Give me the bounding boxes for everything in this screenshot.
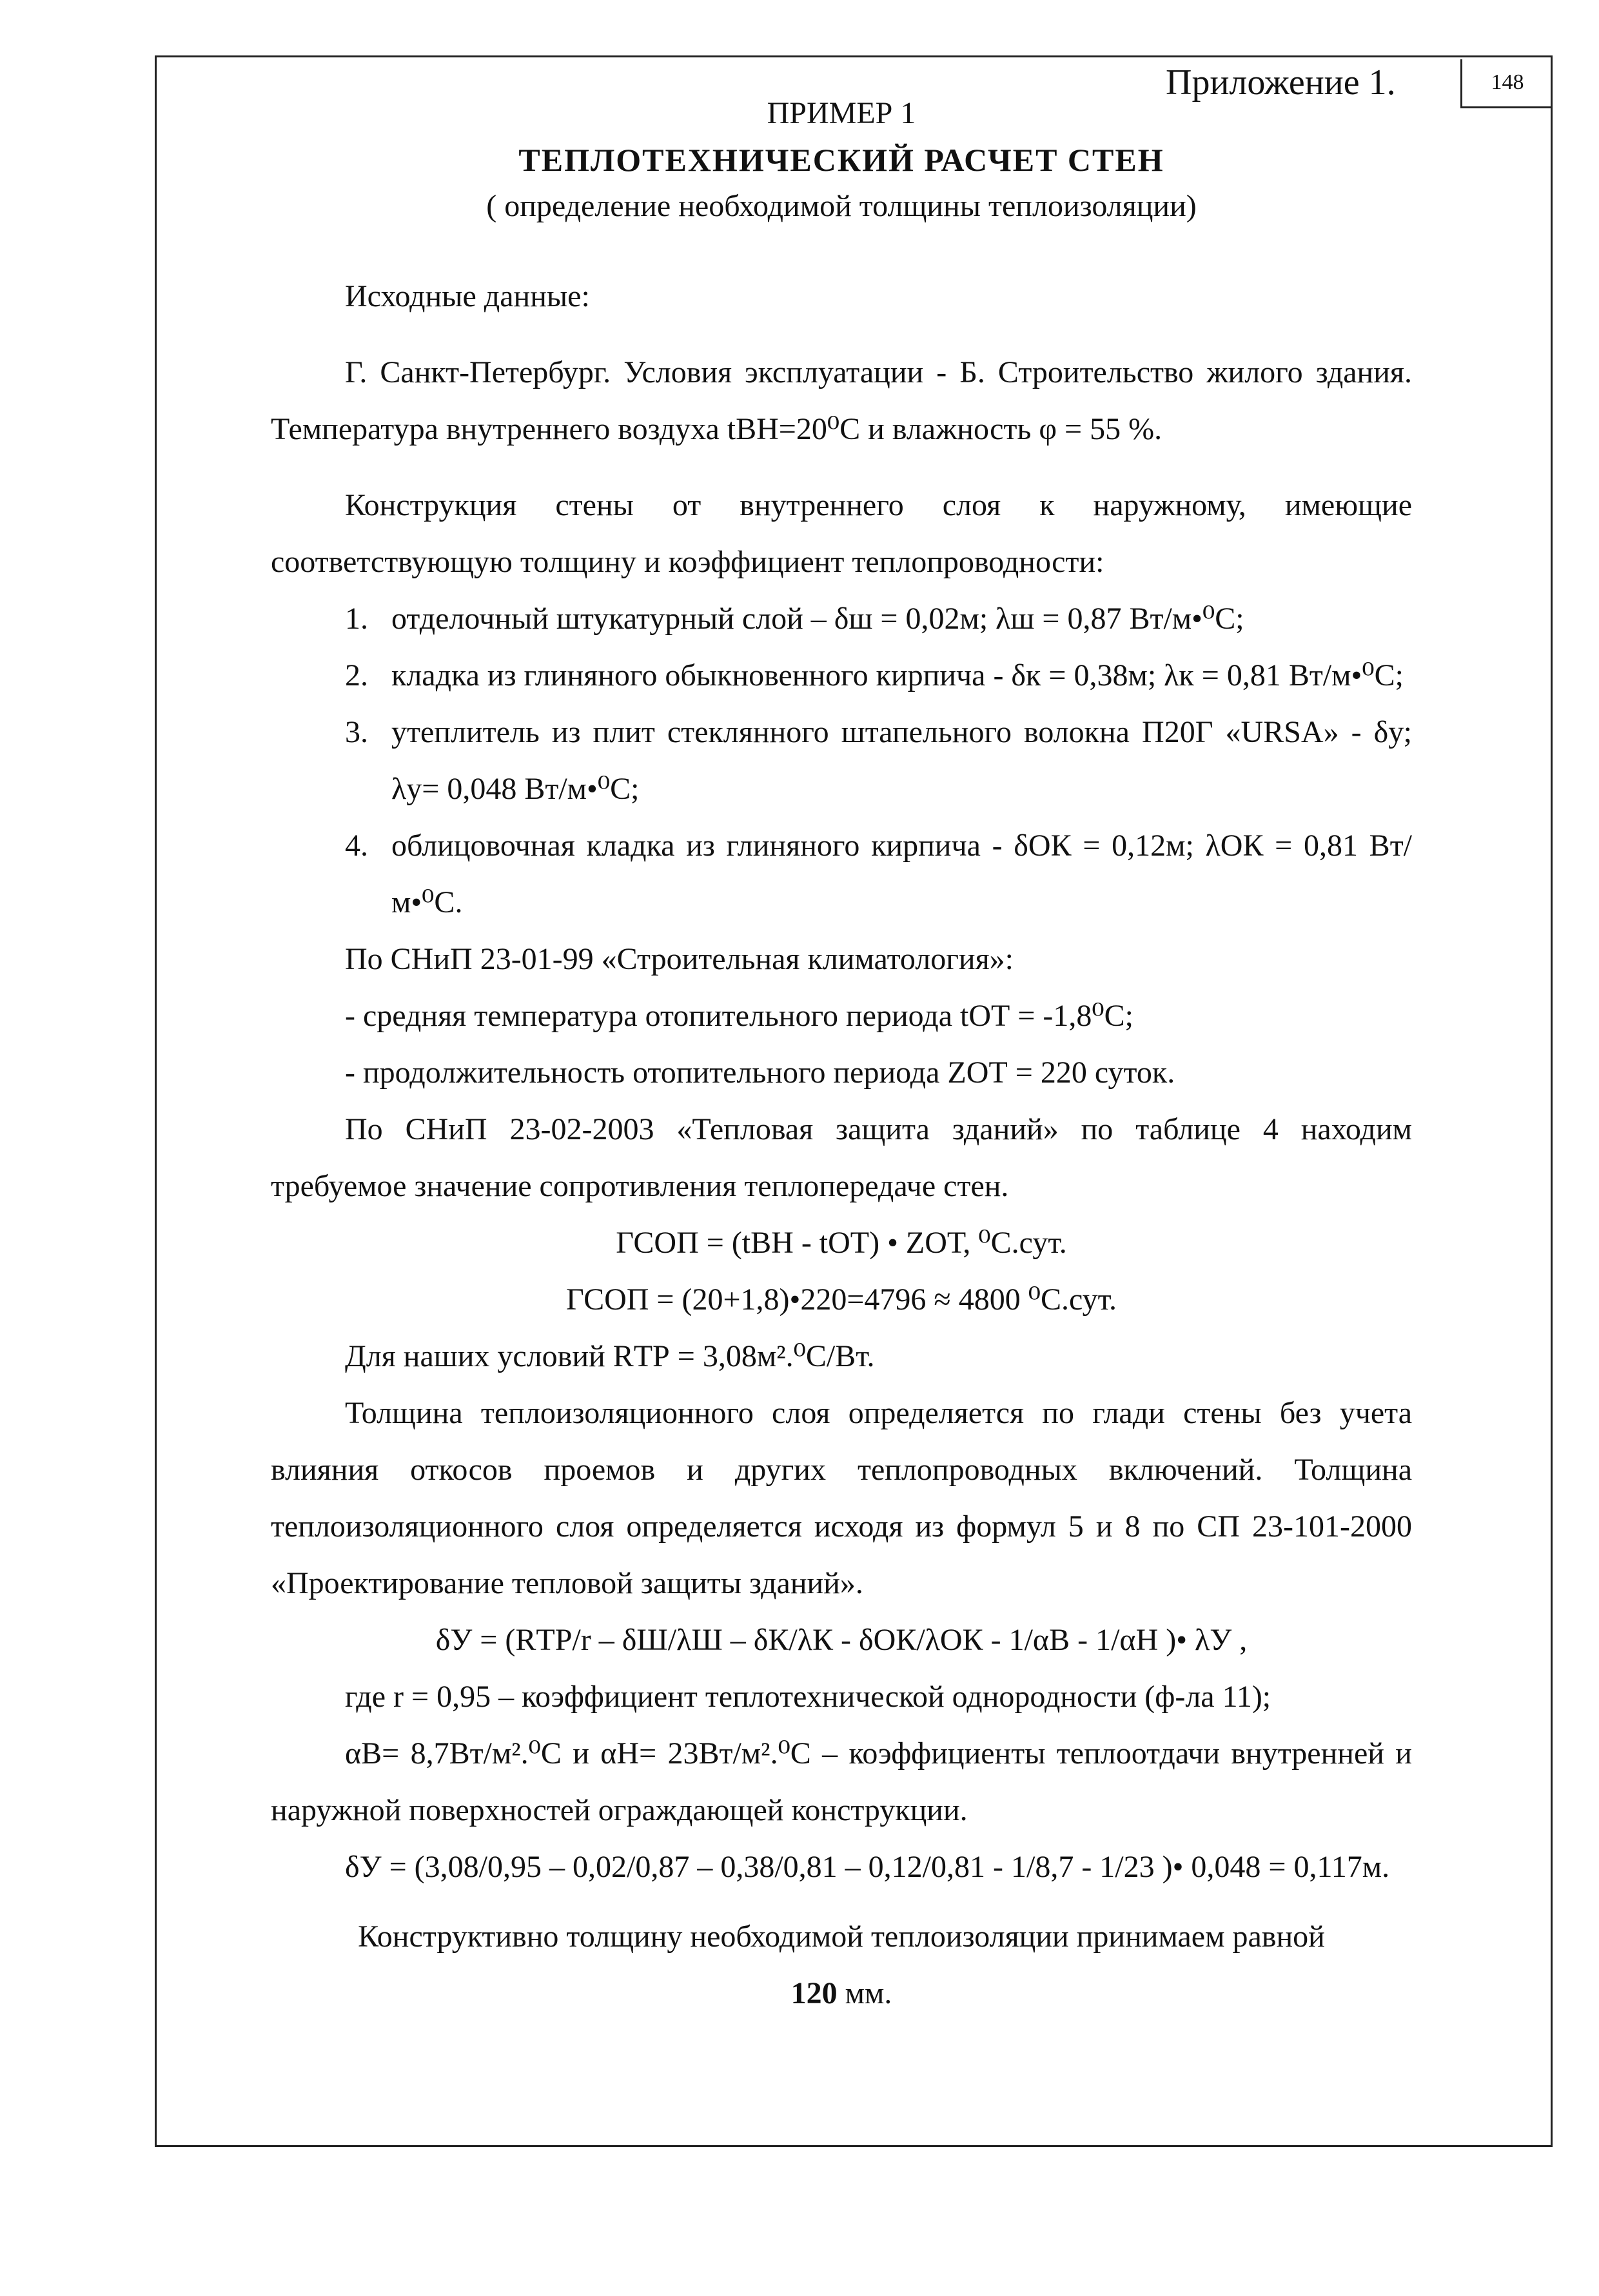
layer-item: [271, 591, 1412, 647]
layer-number: 1.: [345, 602, 368, 636]
conclusion-text: Конструктивно толщину необходимой теплоизоляции принимаем равной: [358, 1919, 1325, 1954]
example-number: ПРИМЕР 1: [767, 96, 916, 130]
layer-text: облицовочная кладка из глиняного кирпича - δОК = 0,12м; λОК = 0,81 Вт/м•⁰С.: [391, 829, 1412, 919]
layer-number: 3.: [345, 715, 368, 749]
appendix-label: Приложение 1.: [1166, 63, 1396, 103]
document-subtitle: ( определение необходимой толщины теплоизоляции): [486, 189, 1197, 223]
layer-number: 2.: [345, 658, 368, 692]
layer-number: 4.: [345, 829, 368, 863]
conclusion-number: 120: [790, 1976, 838, 2010]
layer-item: [271, 647, 1412, 704]
paragraph-construction: Конструкция стены от внутреннего слоя к наружному, имеющие соответствующую толщину и коэффициент теплопроводности:: [271, 488, 1412, 579]
initial-data-heading: Исходные данные:: [345, 279, 590, 313]
paragraph-location: Г. Санкт-Петербург. Условия эксплуатации - Б. Строительство жилого здания. Температура внутреннего воздуха tВН=20⁰С и влажность φ = 55 %.: [271, 355, 1412, 446]
layer-text: кладка из глиняного обыкновенного кирпича - δк = 0,38м; λк = 0,81 Вт/м•⁰С;: [391, 658, 1404, 692]
document-title: ТЕПЛОТЕХНИЧЕСКИЙ РАСЧЕТ СТЕН: [518, 142, 1164, 178]
norms-paragraph: По СНиП 23-02-2003 «Тепловая защита зданий» по таблице 4 находим требуемое значение сопротивления теплопередаче стен.: [271, 1112, 1412, 1203]
conclusion-value: [271, 1965, 1412, 2022]
document-body: [271, 90, 1412, 2022]
climate-intro: По СНиП 23-01-99 «Строительная климатология»:: [345, 942, 1014, 976]
gsop-formula: ГСОП = (tВН - tОТ) • ZОТ, ⁰С.сут.: [616, 1226, 1067, 1260]
layer-item: [271, 818, 1412, 931]
delta-formula: δУ = (RТР/r – δШ/λШ – δК/λК - δОК/λОК - 1/αВ - 1/αН )• λУ ,: [435, 1623, 1248, 1657]
page-number: 148: [1460, 59, 1553, 108]
where-r-definition: где r = 0,95 – коэффициент теплотехнической однородности (ф-ла 11);: [345, 1680, 1271, 1714]
thickness-paragraph: Толщина теплоизоляционного слоя определяется по глади стены без учета влияния откосов проемов и других теплопроводных включений. Толщина теплоизоляционного слоя определяется исходя из формул 5 и 8 по СП 23-101-2000 «Проектирование тепловой защиты зданий».: [271, 1396, 1412, 1600]
gsop-calculation: ГСОП = (20+1,8)•220=4796 ≈ 4800 ⁰С.сут.: [565, 1282, 1117, 1317]
rtr-value: Для наших условий RТР = 3,08м².⁰С/Вт.: [345, 1339, 875, 1373]
layer-item: [271, 704, 1412, 818]
climate-temperature: - средняя температура отопительного периода tОТ = -1,8⁰С;: [345, 999, 1133, 1033]
layer-text: утеплитель из плит стеклянного штапельного волокна П20Г «URSA» - δу; λу= 0,048 Вт/м•⁰С;: [391, 715, 1412, 806]
alpha-definition: αВ= 8,7Вт/м².⁰С и αН= 23Вт/м².⁰С – коэффициенты теплоотдачи внутренней и наружной поверхностей ограждающей конструкции.: [271, 1736, 1412, 1827]
conclusion-unit: мм.: [837, 1976, 892, 2010]
climate-duration: - продолжительность отопительного периода ZОТ = 220 суток.: [345, 1055, 1175, 1090]
delta-calculation: δУ = (3,08/0,95 – 0,02/0,87 – 0,38/0,81 – 0,12/0,81 - 1/8,7 - 1/23 )• 0,048 = 0,117м.: [345, 1850, 1390, 1884]
layer-text: отделочный штукатурный слой – δш = 0,02м; λш = 0,87 Вт/м•⁰С;: [391, 602, 1244, 636]
